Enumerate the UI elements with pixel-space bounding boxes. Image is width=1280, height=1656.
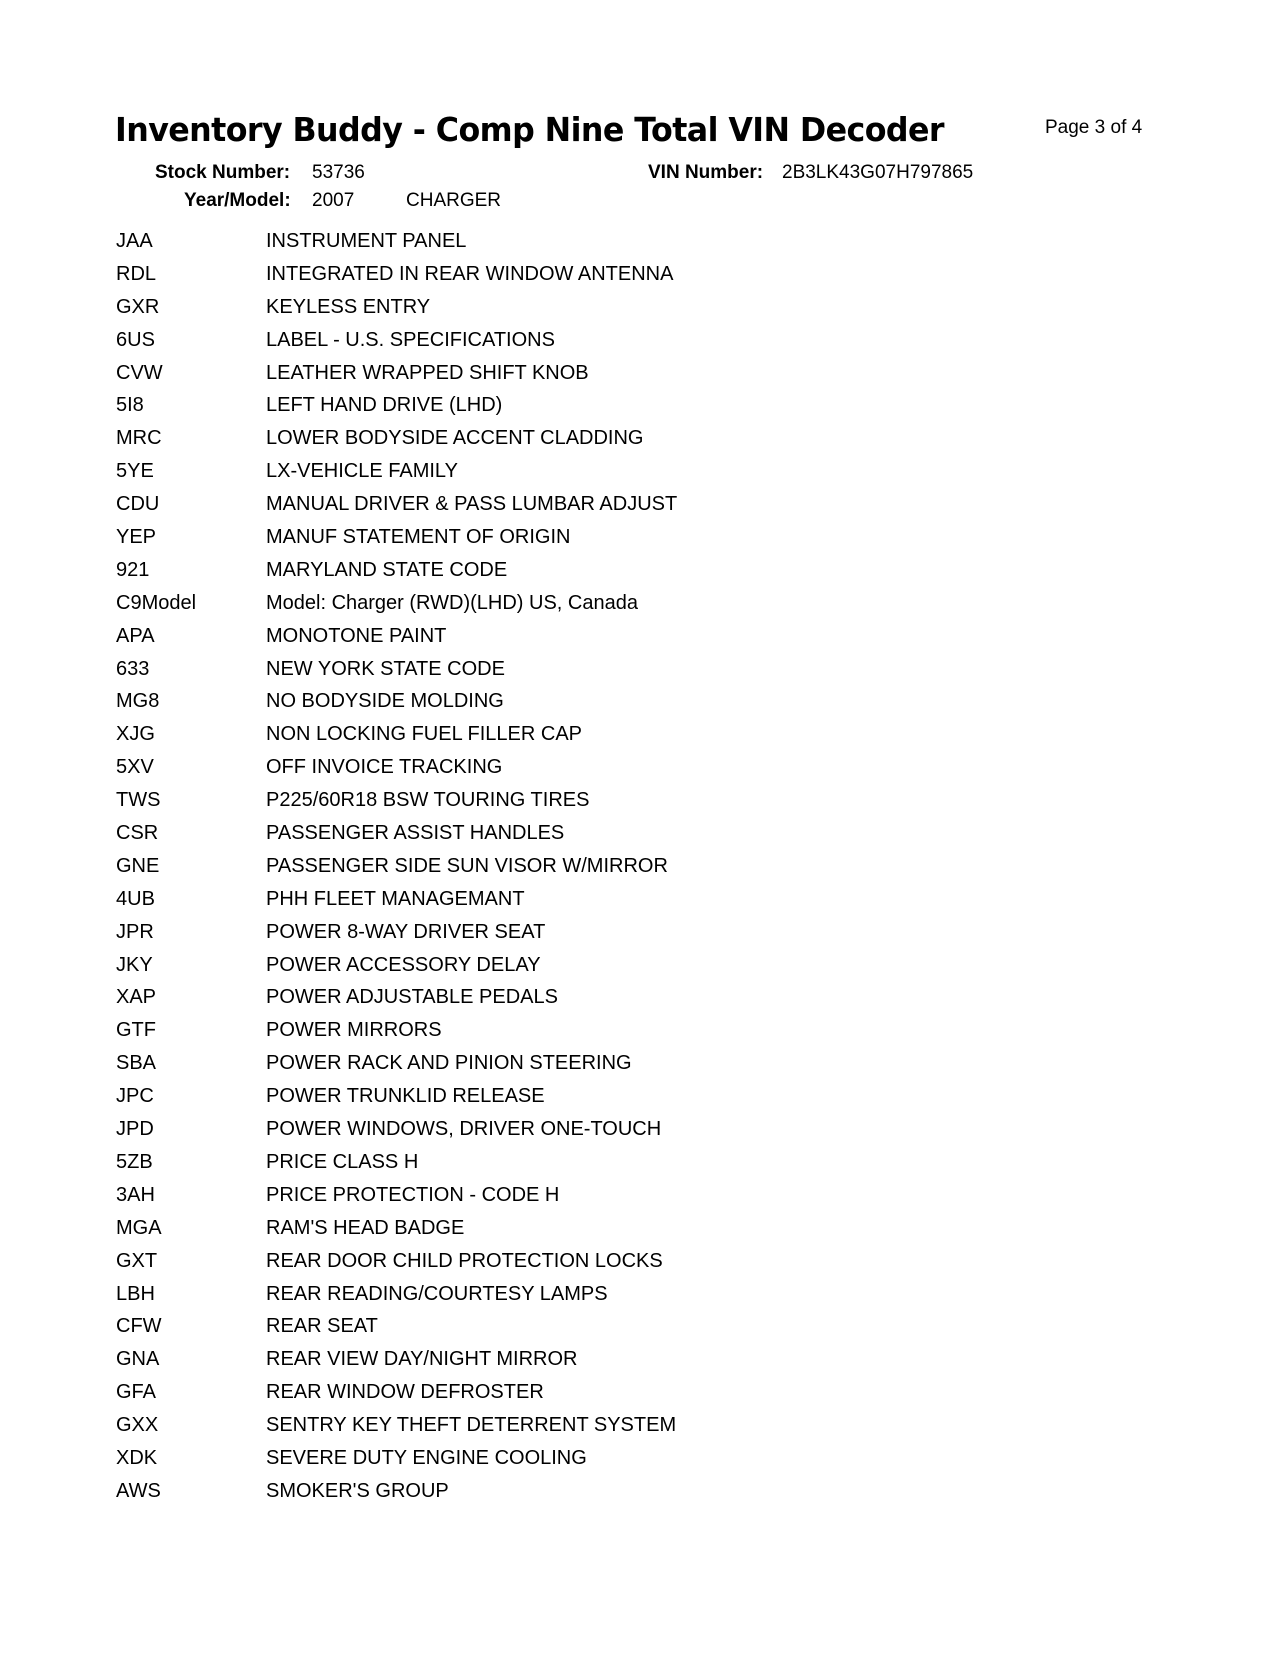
- option-description: PRICE CLASS H: [266, 1150, 419, 1173]
- option-description: REAR WINDOW DEFROSTER: [266, 1381, 544, 1404]
- option-description: NO BODYSIDE MOLDING: [266, 690, 504, 713]
- option-code: GTF: [116, 1019, 156, 1042]
- option-code: CSR: [116, 822, 159, 845]
- option-description: NON LOCKING FUEL FILLER CAP: [266, 723, 582, 746]
- option-code: JPD: [116, 1118, 154, 1141]
- option-code: CDU: [116, 493, 160, 516]
- option-code: 5XV: [116, 756, 154, 779]
- option-description: REAR VIEW DAY/NIGHT MIRROR: [266, 1348, 578, 1371]
- option-description: MONOTONE PAINT: [266, 624, 447, 647]
- option-code: GNA: [116, 1348, 160, 1371]
- option-description: REAR READING/COURTESY LAMPS: [266, 1282, 608, 1305]
- option-description: PRICE PROTECTION - CODE H: [266, 1183, 560, 1206]
- option-code: CFW: [116, 1315, 162, 1338]
- option-description: P225/60R18 BSW TOURING TIRES: [266, 789, 590, 812]
- option-code: 5YE: [116, 460, 154, 483]
- option-code: GXT: [116, 1249, 158, 1272]
- option-description: POWER 8-WAY DRIVER SEAT: [266, 920, 546, 943]
- option-code: XAP: [116, 986, 157, 1009]
- option-code: YEP: [116, 526, 157, 549]
- option-code: JPR: [116, 920, 154, 943]
- option-description: POWER MIRRORS: [266, 1019, 442, 1042]
- vin-value: 2B3LK43G07H797865: [782, 162, 974, 183]
- option-description: PHH FLEET MANAGEMANT: [266, 887, 525, 910]
- option-description: RAM'S HEAD BADGE: [266, 1216, 465, 1239]
- option-code: JKY: [116, 953, 153, 976]
- option-code: XDK: [116, 1446, 158, 1469]
- option-description: POWER ADJUSTABLE PEDALS: [266, 986, 558, 1009]
- option-description: SENTRY KEY THEFT DETERRENT SYSTEM: [266, 1414, 677, 1437]
- option-description: SMOKER'S GROUP: [266, 1479, 449, 1502]
- option-code: JAA: [116, 230, 153, 252]
- option-description: MANUAL DRIVER & PASS LUMBAR ADJUST: [266, 493, 678, 516]
- option-code: 6US: [116, 328, 155, 351]
- option-code: TWS: [116, 789, 161, 812]
- stock-number-value: 53736: [312, 162, 365, 183]
- option-code: GNE: [116, 854, 160, 877]
- option-description: PASSENGER ASSIST HANDLES: [266, 822, 565, 845]
- option-description: SEVERE DUTY ENGINE COOLING: [266, 1446, 587, 1469]
- model-value: CHARGER: [406, 190, 502, 211]
- option-code: JPC: [116, 1085, 154, 1108]
- option-code: MGA: [116, 1216, 162, 1239]
- option-description: POWER TRUNKLID RELEASE: [266, 1085, 545, 1108]
- option-code: SBA: [116, 1052, 157, 1075]
- option-code: LBH: [116, 1282, 155, 1305]
- vin-label: VIN Number:: [648, 162, 764, 183]
- option-code: GXX: [116, 1414, 159, 1437]
- option-code: AWS: [116, 1479, 161, 1502]
- option-code: 633: [116, 657, 150, 680]
- option-description: INTEGRATED IN REAR WINDOW ANTENNA: [266, 262, 674, 285]
- option-description: LEATHER WRAPPED SHIFT KNOB: [266, 361, 589, 384]
- option-description: MARYLAND STATE CODE: [266, 558, 508, 581]
- option-code: 5ZB: [116, 1150, 153, 1173]
- option-code: 4UB: [116, 887, 155, 910]
- option-code: APA: [116, 624, 155, 647]
- option-description: LABEL - U.S. SPECIFICATIONS: [266, 328, 555, 351]
- option-description: POWER WINDOWS, DRIVER ONE-TOUCH: [266, 1118, 662, 1141]
- option-description: LEFT HAND DRIVE (LHD): [266, 394, 503, 417]
- option-code: 5I8: [116, 394, 144, 417]
- option-code: C9Model: [116, 591, 197, 614]
- option-description: KEYLESS ENTRY: [266, 295, 431, 318]
- option-code: 921: [116, 558, 150, 581]
- option-description: REAR SEAT: [266, 1315, 378, 1338]
- option-description: LOWER BODYSIDE ACCENT CLADDING: [266, 427, 644, 450]
- option-description: NEW YORK STATE CODE: [266, 657, 505, 680]
- year-value: 2007: [312, 190, 355, 211]
- option-description: Model: Charger (RWD)(LHD) US, Canada: [266, 591, 638, 614]
- year-model-label: Year/Model:: [184, 190, 291, 211]
- report-title: Inventory Buddy - Comp Nine Total VIN Decoder: [115, 110, 944, 149]
- option-description: INSTRUMENT PANEL: [266, 230, 467, 252]
- stock-number-label: Stock Number:: [155, 162, 291, 183]
- option-description: PASSENGER SIDE SUN VISOR W/MIRROR: [266, 854, 668, 877]
- option-code: CVW: [116, 361, 163, 384]
- option-description: MANUF STATEMENT OF ORIGIN: [266, 526, 571, 549]
- option-description: POWER RACK AND PINION STEERING: [266, 1052, 632, 1075]
- option-code: GXR: [116, 295, 160, 318]
- option-code: GFA: [116, 1381, 157, 1404]
- option-code: MG8: [116, 690, 160, 713]
- page-indicator: Page 3 of 4: [1045, 117, 1143, 138]
- option-code: RDL: [116, 262, 157, 285]
- option-description: OFF INVOICE TRACKING: [266, 756, 503, 779]
- option-description: LX-VEHICLE FAMILY: [266, 460, 458, 483]
- option-code: MRC: [116, 427, 162, 450]
- option-code: XJG: [116, 723, 155, 746]
- option-description: POWER ACCESSORY DELAY: [266, 953, 541, 976]
- option-code: 3AH: [116, 1183, 155, 1206]
- option-description: REAR DOOR CHILD PROTECTION LOCKS: [266, 1249, 663, 1272]
